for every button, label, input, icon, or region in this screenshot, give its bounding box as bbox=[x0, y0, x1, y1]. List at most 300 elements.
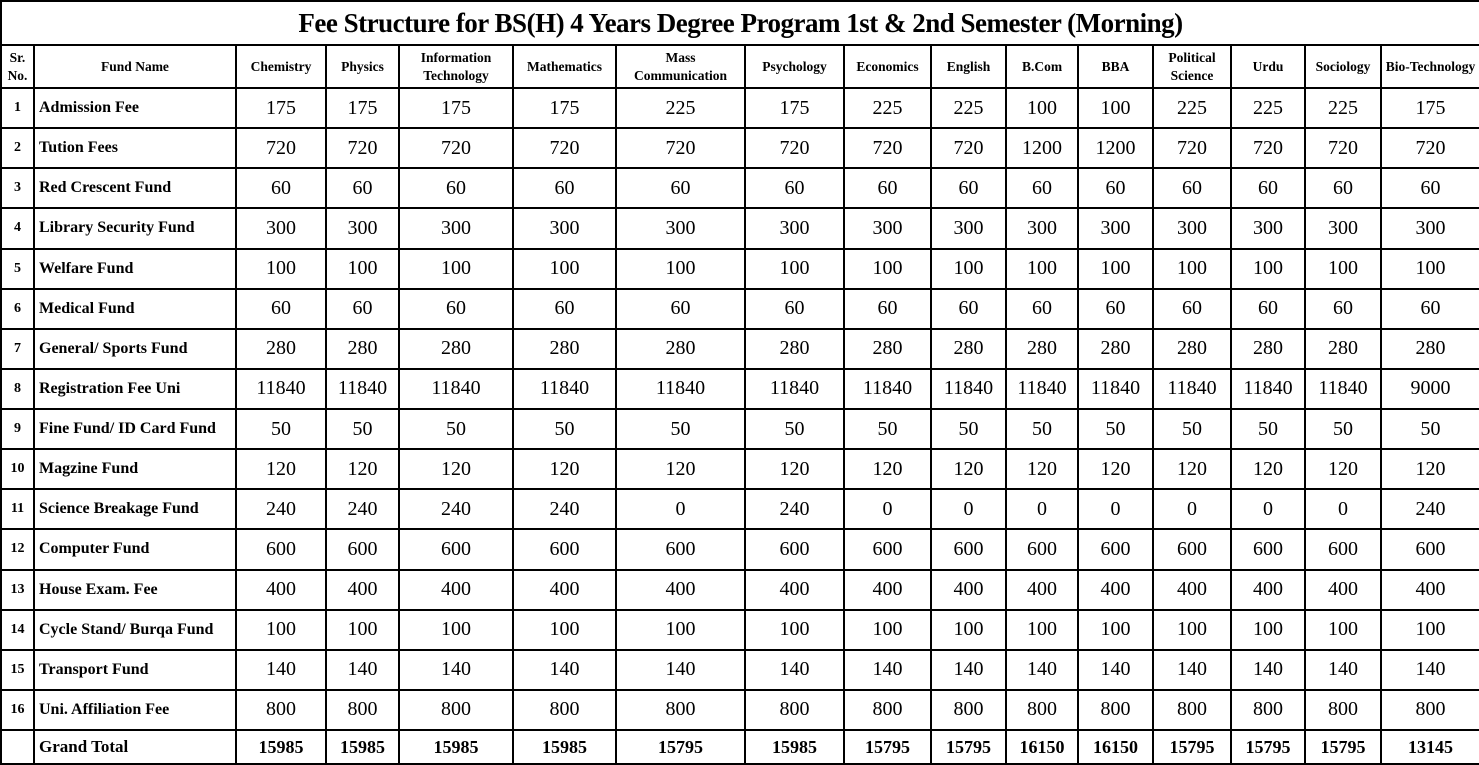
fee-value: 280 bbox=[1006, 329, 1078, 369]
fund-name: House Exam. Fee bbox=[34, 570, 236, 610]
fee-value: 400 bbox=[1231, 570, 1305, 610]
header-cell-urdu: Urdu bbox=[1231, 45, 1305, 88]
fee-value: 100 bbox=[745, 249, 844, 289]
fee-value: 225 bbox=[1153, 88, 1231, 128]
fee-value: 100 bbox=[1305, 610, 1381, 650]
fee-value: 11840 bbox=[745, 369, 844, 409]
row-number: 11 bbox=[1, 489, 34, 529]
fee-value: 720 bbox=[844, 128, 931, 168]
fee-value: 100 bbox=[1381, 249, 1479, 289]
fee-value: 60 bbox=[399, 289, 513, 329]
grand-total-value: 15795 bbox=[1305, 730, 1381, 764]
row-number: 9 bbox=[1, 409, 34, 449]
fee-value: 120 bbox=[1078, 449, 1153, 489]
header-cell-b-com: B.Com bbox=[1006, 45, 1078, 88]
fee-value: 400 bbox=[745, 570, 844, 610]
fee-value: 800 bbox=[236, 690, 326, 730]
grand-total-value: 15795 bbox=[844, 730, 931, 764]
grand-total-value: 15795 bbox=[1153, 730, 1231, 764]
fee-value: 100 bbox=[236, 249, 326, 289]
fee-value: 60 bbox=[326, 289, 399, 329]
fee-value: 240 bbox=[513, 489, 616, 529]
fee-value: 800 bbox=[931, 690, 1006, 730]
fee-value: 100 bbox=[1381, 610, 1479, 650]
row-number: 14 bbox=[1, 610, 34, 650]
fee-value: 100 bbox=[399, 610, 513, 650]
fee-value: 60 bbox=[1305, 168, 1381, 208]
fee-value: 1200 bbox=[1078, 128, 1153, 168]
header-cell-chemistry: Chemistry bbox=[236, 45, 326, 88]
table-row-science-breakage-fund bbox=[1, 489, 1479, 529]
grand-total-value: 15795 bbox=[931, 730, 1006, 764]
fee-value: 300 bbox=[844, 208, 931, 248]
row-number: 2 bbox=[1, 128, 34, 168]
fee-value: 720 bbox=[931, 128, 1006, 168]
column-header-row bbox=[1, 45, 1479, 88]
fee-value: 400 bbox=[616, 570, 745, 610]
fee-value: 60 bbox=[1381, 289, 1479, 329]
fee-value: 11840 bbox=[513, 369, 616, 409]
fee-value: 11840 bbox=[236, 369, 326, 409]
fee-value: 11840 bbox=[844, 369, 931, 409]
fee-value: 600 bbox=[326, 529, 399, 569]
fee-value: 800 bbox=[745, 690, 844, 730]
fee-value: 120 bbox=[236, 449, 326, 489]
fee-value: 0 bbox=[1078, 489, 1153, 529]
fee-value: 300 bbox=[1153, 208, 1231, 248]
fee-value: 120 bbox=[1381, 449, 1479, 489]
row-number: 8 bbox=[1, 369, 34, 409]
row-number: 15 bbox=[1, 650, 34, 690]
fee-value: 600 bbox=[745, 529, 844, 569]
fee-value: 140 bbox=[931, 650, 1006, 690]
page-title: Fee Structure for BS(H) 4 Years Degree Program 1st & 2nd Semester (Morning) bbox=[1, 1, 1479, 45]
fee-value: 120 bbox=[931, 449, 1006, 489]
fee-value: 280 bbox=[616, 329, 745, 369]
fee-value: 800 bbox=[844, 690, 931, 730]
fee-value: 140 bbox=[1153, 650, 1231, 690]
fee-value: 50 bbox=[399, 409, 513, 449]
fund-name: Cycle Stand/ Burqa Fund bbox=[34, 610, 236, 650]
grand-total-value: 15985 bbox=[326, 730, 399, 764]
fee-value: 175 bbox=[513, 88, 616, 128]
fee-value: 175 bbox=[745, 88, 844, 128]
fee-value: 100 bbox=[1305, 249, 1381, 289]
title-row bbox=[1, 1, 1479, 45]
fee-value: 720 bbox=[1153, 128, 1231, 168]
fee-value: 400 bbox=[931, 570, 1006, 610]
fee-value: 140 bbox=[513, 650, 616, 690]
fee-value: 50 bbox=[1231, 409, 1305, 449]
fee-value: 50 bbox=[616, 409, 745, 449]
fee-value: 720 bbox=[1231, 128, 1305, 168]
fund-name: Medical Fund bbox=[34, 289, 236, 329]
fee-value: 50 bbox=[236, 409, 326, 449]
fee-value: 140 bbox=[1381, 650, 1479, 690]
fee-value: 11840 bbox=[399, 369, 513, 409]
fee-value: 300 bbox=[616, 208, 745, 248]
fee-value: 225 bbox=[616, 88, 745, 128]
header-cell-sr-no: Sr. No. bbox=[1, 45, 34, 88]
fee-value: 60 bbox=[931, 168, 1006, 208]
fee-value: 140 bbox=[399, 650, 513, 690]
fee-value: 300 bbox=[1381, 208, 1479, 248]
fee-value: 100 bbox=[1231, 610, 1305, 650]
fee-value: 60 bbox=[931, 289, 1006, 329]
header-cell-mathematics: Mathematics bbox=[513, 45, 616, 88]
fee-value: 800 bbox=[616, 690, 745, 730]
fee-value: 800 bbox=[1153, 690, 1231, 730]
fund-name: Registration Fee Uni bbox=[34, 369, 236, 409]
fee-value: 100 bbox=[236, 610, 326, 650]
fee-value: 50 bbox=[1078, 409, 1153, 449]
fee-value: 300 bbox=[1305, 208, 1381, 248]
fee-value: 720 bbox=[616, 128, 745, 168]
fee-value: 300 bbox=[1078, 208, 1153, 248]
fee-value: 280 bbox=[844, 329, 931, 369]
fee-value: 300 bbox=[745, 208, 844, 248]
fee-value: 60 bbox=[616, 168, 745, 208]
fee-value: 0 bbox=[931, 489, 1006, 529]
fee-value: 280 bbox=[745, 329, 844, 369]
header-cell-physics: Physics bbox=[326, 45, 399, 88]
fee-value: 50 bbox=[326, 409, 399, 449]
fee-value: 60 bbox=[1381, 168, 1479, 208]
fee-value: 280 bbox=[931, 329, 1006, 369]
fee-value: 120 bbox=[326, 449, 399, 489]
header-cell-political-science: Political Science bbox=[1153, 45, 1231, 88]
fee-value: 100 bbox=[1006, 88, 1078, 128]
fund-name: Uni. Affiliation Fee bbox=[34, 690, 236, 730]
fee-value: 50 bbox=[1305, 409, 1381, 449]
fee-value: 60 bbox=[236, 168, 326, 208]
fee-value: 720 bbox=[513, 128, 616, 168]
fee-value: 600 bbox=[1153, 529, 1231, 569]
fee-value: 800 bbox=[1231, 690, 1305, 730]
fee-value: 11840 bbox=[326, 369, 399, 409]
grand-total-value: 15985 bbox=[745, 730, 844, 764]
fee-value: 240 bbox=[326, 489, 399, 529]
fee-value: 100 bbox=[399, 249, 513, 289]
header-cell-sociology: Sociology bbox=[1305, 45, 1381, 88]
fee-value: 100 bbox=[931, 249, 1006, 289]
fee-value: 400 bbox=[236, 570, 326, 610]
grand-total-value: 16150 bbox=[1078, 730, 1153, 764]
grand-total-value: 16150 bbox=[1006, 730, 1078, 764]
fee-value: 280 bbox=[399, 329, 513, 369]
fee-value: 1200 bbox=[1006, 128, 1078, 168]
fee-value: 300 bbox=[326, 208, 399, 248]
fee-value: 720 bbox=[399, 128, 513, 168]
fee-value: 600 bbox=[931, 529, 1006, 569]
fee-value: 600 bbox=[1006, 529, 1078, 569]
fee-value: 120 bbox=[745, 449, 844, 489]
fee-value: 60 bbox=[844, 168, 931, 208]
fund-name: General/ Sports Fund bbox=[34, 329, 236, 369]
fee-value: 60 bbox=[1078, 289, 1153, 329]
fee-value: 300 bbox=[931, 208, 1006, 248]
row-number: 10 bbox=[1, 449, 34, 489]
fee-value: 400 bbox=[1006, 570, 1078, 610]
fee-value: 240 bbox=[745, 489, 844, 529]
fee-value: 225 bbox=[844, 88, 931, 128]
fee-value: 140 bbox=[844, 650, 931, 690]
table-header bbox=[1, 1, 1479, 88]
header-cell-english: English bbox=[931, 45, 1006, 88]
fund-name: Welfare Fund bbox=[34, 249, 236, 289]
fee-value: 280 bbox=[1078, 329, 1153, 369]
fee-value: 175 bbox=[399, 88, 513, 128]
fee-value: 60 bbox=[1153, 168, 1231, 208]
fee-value: 225 bbox=[931, 88, 1006, 128]
fee-value: 280 bbox=[1305, 329, 1381, 369]
fee-value: 600 bbox=[844, 529, 931, 569]
fee-value: 600 bbox=[1305, 529, 1381, 569]
fee-value: 225 bbox=[1305, 88, 1381, 128]
fee-value: 720 bbox=[1381, 128, 1479, 168]
fee-value: 100 bbox=[1153, 610, 1231, 650]
table-row-registration-fee-uni bbox=[1, 369, 1479, 409]
fee-value: 11840 bbox=[616, 369, 745, 409]
fund-name: Tution Fees bbox=[34, 128, 236, 168]
fee-value: 60 bbox=[1305, 289, 1381, 329]
fee-value: 600 bbox=[399, 529, 513, 569]
fee-value: 400 bbox=[1381, 570, 1479, 610]
header-cell-fund-name: Fund Name bbox=[34, 45, 236, 88]
fee-value: 100 bbox=[1078, 88, 1153, 128]
fee-value: 140 bbox=[745, 650, 844, 690]
fee-value: 140 bbox=[1231, 650, 1305, 690]
fee-value: 100 bbox=[844, 249, 931, 289]
row-number: 7 bbox=[1, 329, 34, 369]
fee-value: 11840 bbox=[1153, 369, 1231, 409]
fee-value: 120 bbox=[399, 449, 513, 489]
fund-name: Computer Fund bbox=[34, 529, 236, 569]
fee-value: 0 bbox=[616, 489, 745, 529]
fee-value: 720 bbox=[745, 128, 844, 168]
fund-name: Transport Fund bbox=[34, 650, 236, 690]
fee-value: 140 bbox=[236, 650, 326, 690]
grand-total-value: 13145 bbox=[1381, 730, 1479, 764]
table-row-transport-fund bbox=[1, 650, 1479, 690]
fee-value: 800 bbox=[399, 690, 513, 730]
fee-value: 300 bbox=[236, 208, 326, 248]
fee-value: 720 bbox=[1305, 128, 1381, 168]
fee-value: 50 bbox=[745, 409, 844, 449]
fee-value: 120 bbox=[1006, 449, 1078, 489]
fee-value: 60 bbox=[844, 289, 931, 329]
fee-value: 100 bbox=[513, 249, 616, 289]
fee-value: 60 bbox=[1231, 168, 1305, 208]
fee-value: 11840 bbox=[1006, 369, 1078, 409]
fee-value: 240 bbox=[1381, 489, 1479, 529]
fee-value: 100 bbox=[616, 249, 745, 289]
fund-name: Red Crescent Fund bbox=[34, 168, 236, 208]
fee-value: 800 bbox=[513, 690, 616, 730]
fund-name: Fine Fund/ ID Card Fund bbox=[34, 409, 236, 449]
fee-value: 400 bbox=[326, 570, 399, 610]
fee-value: 240 bbox=[236, 489, 326, 529]
fee-value: 800 bbox=[1305, 690, 1381, 730]
fee-value: 120 bbox=[1231, 449, 1305, 489]
fee-value: 120 bbox=[1305, 449, 1381, 489]
fee-value: 600 bbox=[1381, 529, 1479, 569]
header-cell-economics: Economics bbox=[844, 45, 931, 88]
fee-value: 280 bbox=[236, 329, 326, 369]
grand-total-value: 15985 bbox=[236, 730, 326, 764]
fee-value: 100 bbox=[931, 610, 1006, 650]
fee-value: 300 bbox=[1006, 208, 1078, 248]
fee-value: 60 bbox=[399, 168, 513, 208]
fee-value: 140 bbox=[326, 650, 399, 690]
fee-value: 280 bbox=[326, 329, 399, 369]
fee-value: 9000 bbox=[1381, 369, 1479, 409]
fee-value: 50 bbox=[931, 409, 1006, 449]
fee-value: 0 bbox=[1305, 489, 1381, 529]
fee-value: 800 bbox=[1381, 690, 1479, 730]
fee-value: 100 bbox=[745, 610, 844, 650]
fee-value: 60 bbox=[513, 168, 616, 208]
fee-value: 60 bbox=[745, 168, 844, 208]
fee-value: 800 bbox=[1006, 690, 1078, 730]
row-number: 6 bbox=[1, 289, 34, 329]
fee-value: 800 bbox=[1078, 690, 1153, 730]
fee-value: 11840 bbox=[931, 369, 1006, 409]
table-body bbox=[1, 88, 1479, 730]
fee-value: 0 bbox=[1006, 489, 1078, 529]
fee-value: 100 bbox=[616, 610, 745, 650]
fee-value: 100 bbox=[326, 249, 399, 289]
row-number: 5 bbox=[1, 249, 34, 289]
fee-value: 60 bbox=[1006, 168, 1078, 208]
fee-value: 100 bbox=[1153, 249, 1231, 289]
table-row-magzine-fund bbox=[1, 449, 1479, 489]
fee-value: 280 bbox=[513, 329, 616, 369]
fee-value: 0 bbox=[844, 489, 931, 529]
fee-value: 60 bbox=[1231, 289, 1305, 329]
fee-value: 100 bbox=[1006, 249, 1078, 289]
fee-value: 720 bbox=[326, 128, 399, 168]
fee-value: 60 bbox=[1153, 289, 1231, 329]
table-row-red-crescent-fund bbox=[1, 168, 1479, 208]
fee-value: 175 bbox=[326, 88, 399, 128]
grand-total-value: 15795 bbox=[1231, 730, 1305, 764]
grand-total-value: 15985 bbox=[399, 730, 513, 764]
fund-name: Library Security Fund bbox=[34, 208, 236, 248]
fee-value: 11840 bbox=[1078, 369, 1153, 409]
fee-value: 0 bbox=[1231, 489, 1305, 529]
fee-value: 800 bbox=[326, 690, 399, 730]
fee-value: 300 bbox=[1231, 208, 1305, 248]
fee-value: 0 bbox=[1153, 489, 1231, 529]
fee-value: 280 bbox=[1153, 329, 1231, 369]
fee-value: 60 bbox=[513, 289, 616, 329]
fee-value: 100 bbox=[1078, 610, 1153, 650]
grand-total-label: Grand Total bbox=[34, 730, 236, 764]
fee-value: 60 bbox=[1078, 168, 1153, 208]
fee-value: 100 bbox=[326, 610, 399, 650]
fund-name: Science Breakage Fund bbox=[34, 489, 236, 529]
table-row-uni-affiliation-fee bbox=[1, 690, 1479, 730]
table-row-admission-fee bbox=[1, 88, 1479, 128]
fee-value: 400 bbox=[1153, 570, 1231, 610]
fee-value: 600 bbox=[1078, 529, 1153, 569]
fee-value: 720 bbox=[236, 128, 326, 168]
fee-value: 140 bbox=[616, 650, 745, 690]
header-cell-bba: BBA bbox=[1078, 45, 1153, 88]
fee-value: 280 bbox=[1231, 329, 1305, 369]
grand-total-empty-sr-cell bbox=[1, 730, 34, 764]
fee-value: 600 bbox=[1231, 529, 1305, 569]
fee-value: 50 bbox=[844, 409, 931, 449]
grand-total-value: 15795 bbox=[616, 730, 745, 764]
fee-value: 175 bbox=[236, 88, 326, 128]
table-row-library-security-fund bbox=[1, 208, 1479, 248]
header-cell-bio-technology: Bio-Technology bbox=[1381, 45, 1479, 88]
fee-value: 400 bbox=[844, 570, 931, 610]
fee-value: 400 bbox=[1305, 570, 1381, 610]
table-footer bbox=[1, 730, 1479, 764]
table-row-welfare-fund bbox=[1, 249, 1479, 289]
fee-value: 50 bbox=[1153, 409, 1231, 449]
fee-value: 300 bbox=[399, 208, 513, 248]
fee-value: 240 bbox=[399, 489, 513, 529]
fee-value: 100 bbox=[1231, 249, 1305, 289]
fee-value: 100 bbox=[513, 610, 616, 650]
fee-value: 600 bbox=[513, 529, 616, 569]
fund-name: Magzine Fund bbox=[34, 449, 236, 489]
row-number: 4 bbox=[1, 208, 34, 248]
fee-value: 60 bbox=[1006, 289, 1078, 329]
fee-value: 120 bbox=[844, 449, 931, 489]
fee-value: 100 bbox=[1006, 610, 1078, 650]
fee-value: 140 bbox=[1006, 650, 1078, 690]
table-row-fine-fund-id-card-fund bbox=[1, 409, 1479, 449]
fee-value: 140 bbox=[1305, 650, 1381, 690]
row-number: 3 bbox=[1, 168, 34, 208]
grand-total-row bbox=[1, 730, 1479, 764]
fee-value: 175 bbox=[1381, 88, 1479, 128]
fee-value: 11840 bbox=[1231, 369, 1305, 409]
fee-value: 600 bbox=[616, 529, 745, 569]
row-number: 16 bbox=[1, 690, 34, 730]
table-row-tution-fees bbox=[1, 128, 1479, 168]
fee-value: 400 bbox=[513, 570, 616, 610]
fund-name: Admission Fee bbox=[34, 88, 236, 128]
table-row-medical-fund bbox=[1, 289, 1479, 329]
fee-value: 60 bbox=[236, 289, 326, 329]
header-cell-psychology: Psychology bbox=[745, 45, 844, 88]
fee-value: 400 bbox=[399, 570, 513, 610]
fee-value: 60 bbox=[745, 289, 844, 329]
fee-value: 120 bbox=[1153, 449, 1231, 489]
fee-value: 100 bbox=[844, 610, 931, 650]
table-row-computer-fund bbox=[1, 529, 1479, 569]
fee-value: 50 bbox=[1006, 409, 1078, 449]
fee-value: 11840 bbox=[1305, 369, 1381, 409]
table-row-cycle-stand-burqa-fund bbox=[1, 610, 1479, 650]
fee-value: 120 bbox=[616, 449, 745, 489]
fee-value: 400 bbox=[1078, 570, 1153, 610]
fee-value: 300 bbox=[513, 208, 616, 248]
header-cell-information-technology: Information Technology bbox=[399, 45, 513, 88]
fee-value: 60 bbox=[616, 289, 745, 329]
fee-value: 50 bbox=[1381, 409, 1479, 449]
grand-total-value: 15985 bbox=[513, 730, 616, 764]
fee-value: 60 bbox=[326, 168, 399, 208]
table-row-general-sports-fund bbox=[1, 329, 1479, 369]
row-number: 13 bbox=[1, 570, 34, 610]
